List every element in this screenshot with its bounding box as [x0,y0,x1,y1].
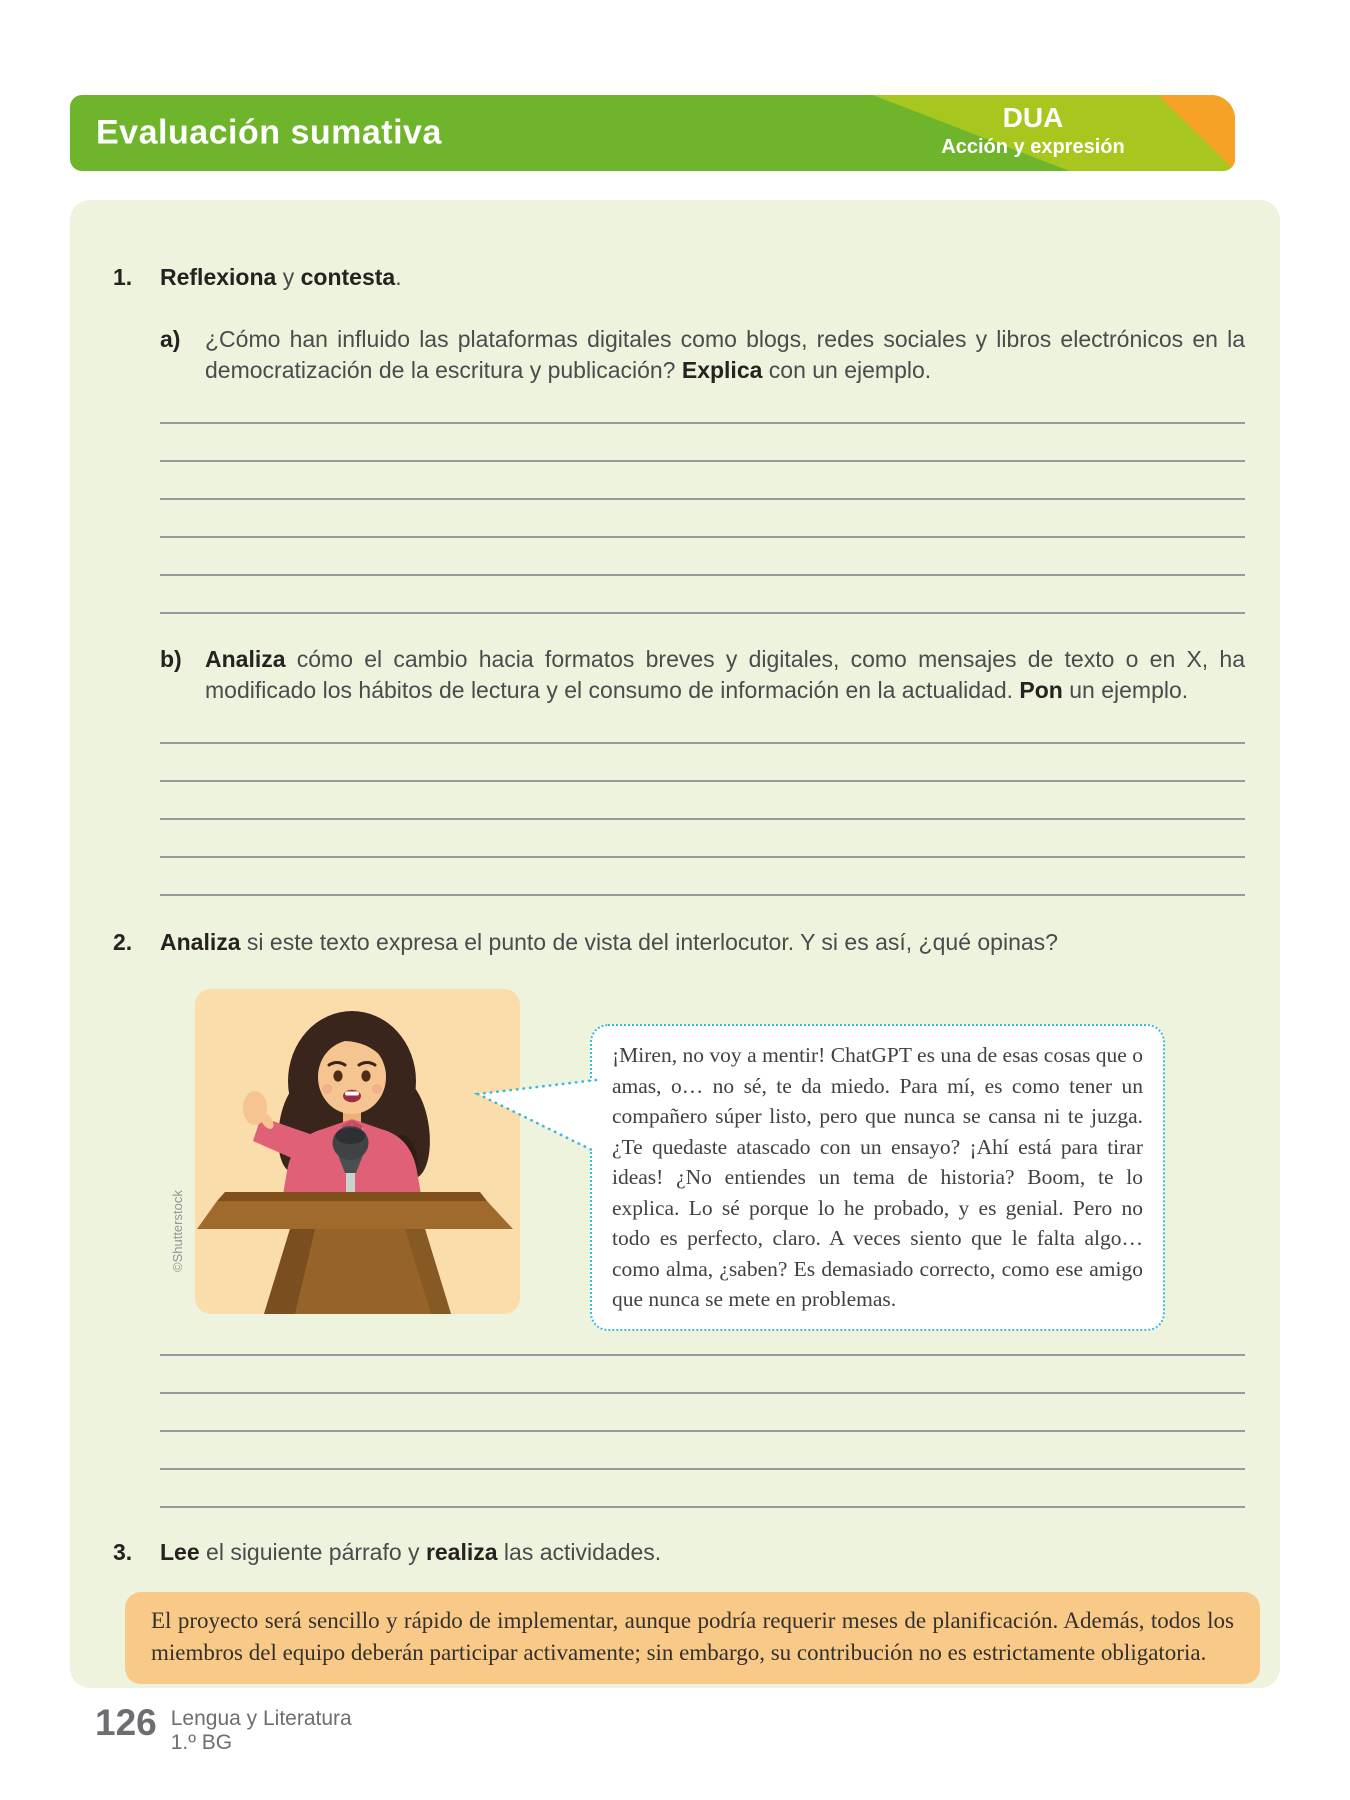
answer-line [160,1432,1245,1470]
question-1a-label: a) [160,326,181,352]
answer-line [160,538,1245,576]
answer-line [160,500,1245,538]
answer-line [160,386,1245,424]
question-2-text: Analiza si este texto expresa el punto de vista del interlocutor. Y si es así, ¿qué opinas? [160,929,1058,955]
answer-line [160,1394,1245,1432]
page-number: 126 [95,1702,157,1743]
speech-bubble-tail [472,1072,598,1160]
book-subject: Lengua y Literatura [170,1707,352,1730]
answer-line [160,858,1245,896]
answer-line [160,424,1245,462]
book-grade: 1.º BG [170,1731,233,1754]
section-banner [70,95,1235,171]
question-1b [160,644,1245,706]
image-credit: ©Shutterstock [170,1190,185,1272]
question-1-text: Reflexiona y contesta. [160,264,402,290]
question-1b-label: b) [160,646,182,672]
dua-sublabel: Acción y expresión [941,136,1125,158]
section-title: Evaluación sumativa [96,113,442,152]
question-1-number: 1. [113,264,133,290]
book-info [171,1705,352,1755]
question-2-number: 2. [113,929,133,955]
answer-line [160,706,1245,744]
figure-row [170,989,1245,1314]
answer-lines-1b [160,706,1245,896]
speech-bubble-container [590,1024,1165,1314]
answer-line [160,462,1245,500]
answer-line [160,1356,1245,1394]
answer-line [160,1470,1245,1508]
reading-paragraph: El proyecto será sencillo y rápido de implementar, aunque podría requerir meses de planificación. Además, todos los miembros del equipo deberán participar activamente; sin embargo, su contribución no es estrictamente obligatoria. [125,1592,1260,1684]
answer-lines-2 [160,1318,1245,1508]
question-1b-text: Analiza cómo el cambio hacia formatos breves y digitales, como mensajes de texto o en X, ha modificado los hábitos de lectura y el consumo de información en la actualidad. Pon un ejemplo. [205,646,1245,703]
question-2 [113,927,1245,957]
speech-bubble [590,1024,1165,1331]
question-3-number: 3. [113,1539,133,1565]
question-3 [113,1537,1245,1567]
question-1 [113,262,1245,292]
dua-badge [893,102,1173,160]
question-3-text: Lee el siguiente párrafo y realiza las actividades. [160,1539,662,1565]
content-panel [70,200,1280,1688]
dua-label: DUA [1002,102,1064,133]
answer-lines-1a [160,386,1245,614]
question-1a-text: ¿Cómo han influido las plataformas digitales como blogs, redes sociales y libros electrónicos en la democratización de la escritura y publicación? Explica con un ejemplo. [205,326,1245,383]
question-1a [160,324,1245,386]
speech-bubble-text: ¡Miren, no voy a mentir! ChatGPT es una de esas cosas que o amas, o… no sé, te da miedo. Para mí, es como tener un compañero súper listo, pero que nunca se cansa ni te juzga. ¿Te quedaste atascado con un ensayo? ¡Ahí está para tirar ideas! ¿No entiendes un tema de historia? Boom, te lo explica. Lo sé porque lo he probado, y es genial. Pero no todo es perfecto, claro. A veces siento que le falta algo… como alma, ¿saben? Es demasiado correcto, como ese amigo que nunca se mete en problemas. [612,1043,1143,1311]
answer-line [160,744,1245,782]
answer-line [160,820,1245,858]
answer-line [160,576,1245,614]
answer-line [160,782,1245,820]
page-footer [95,1702,352,1755]
